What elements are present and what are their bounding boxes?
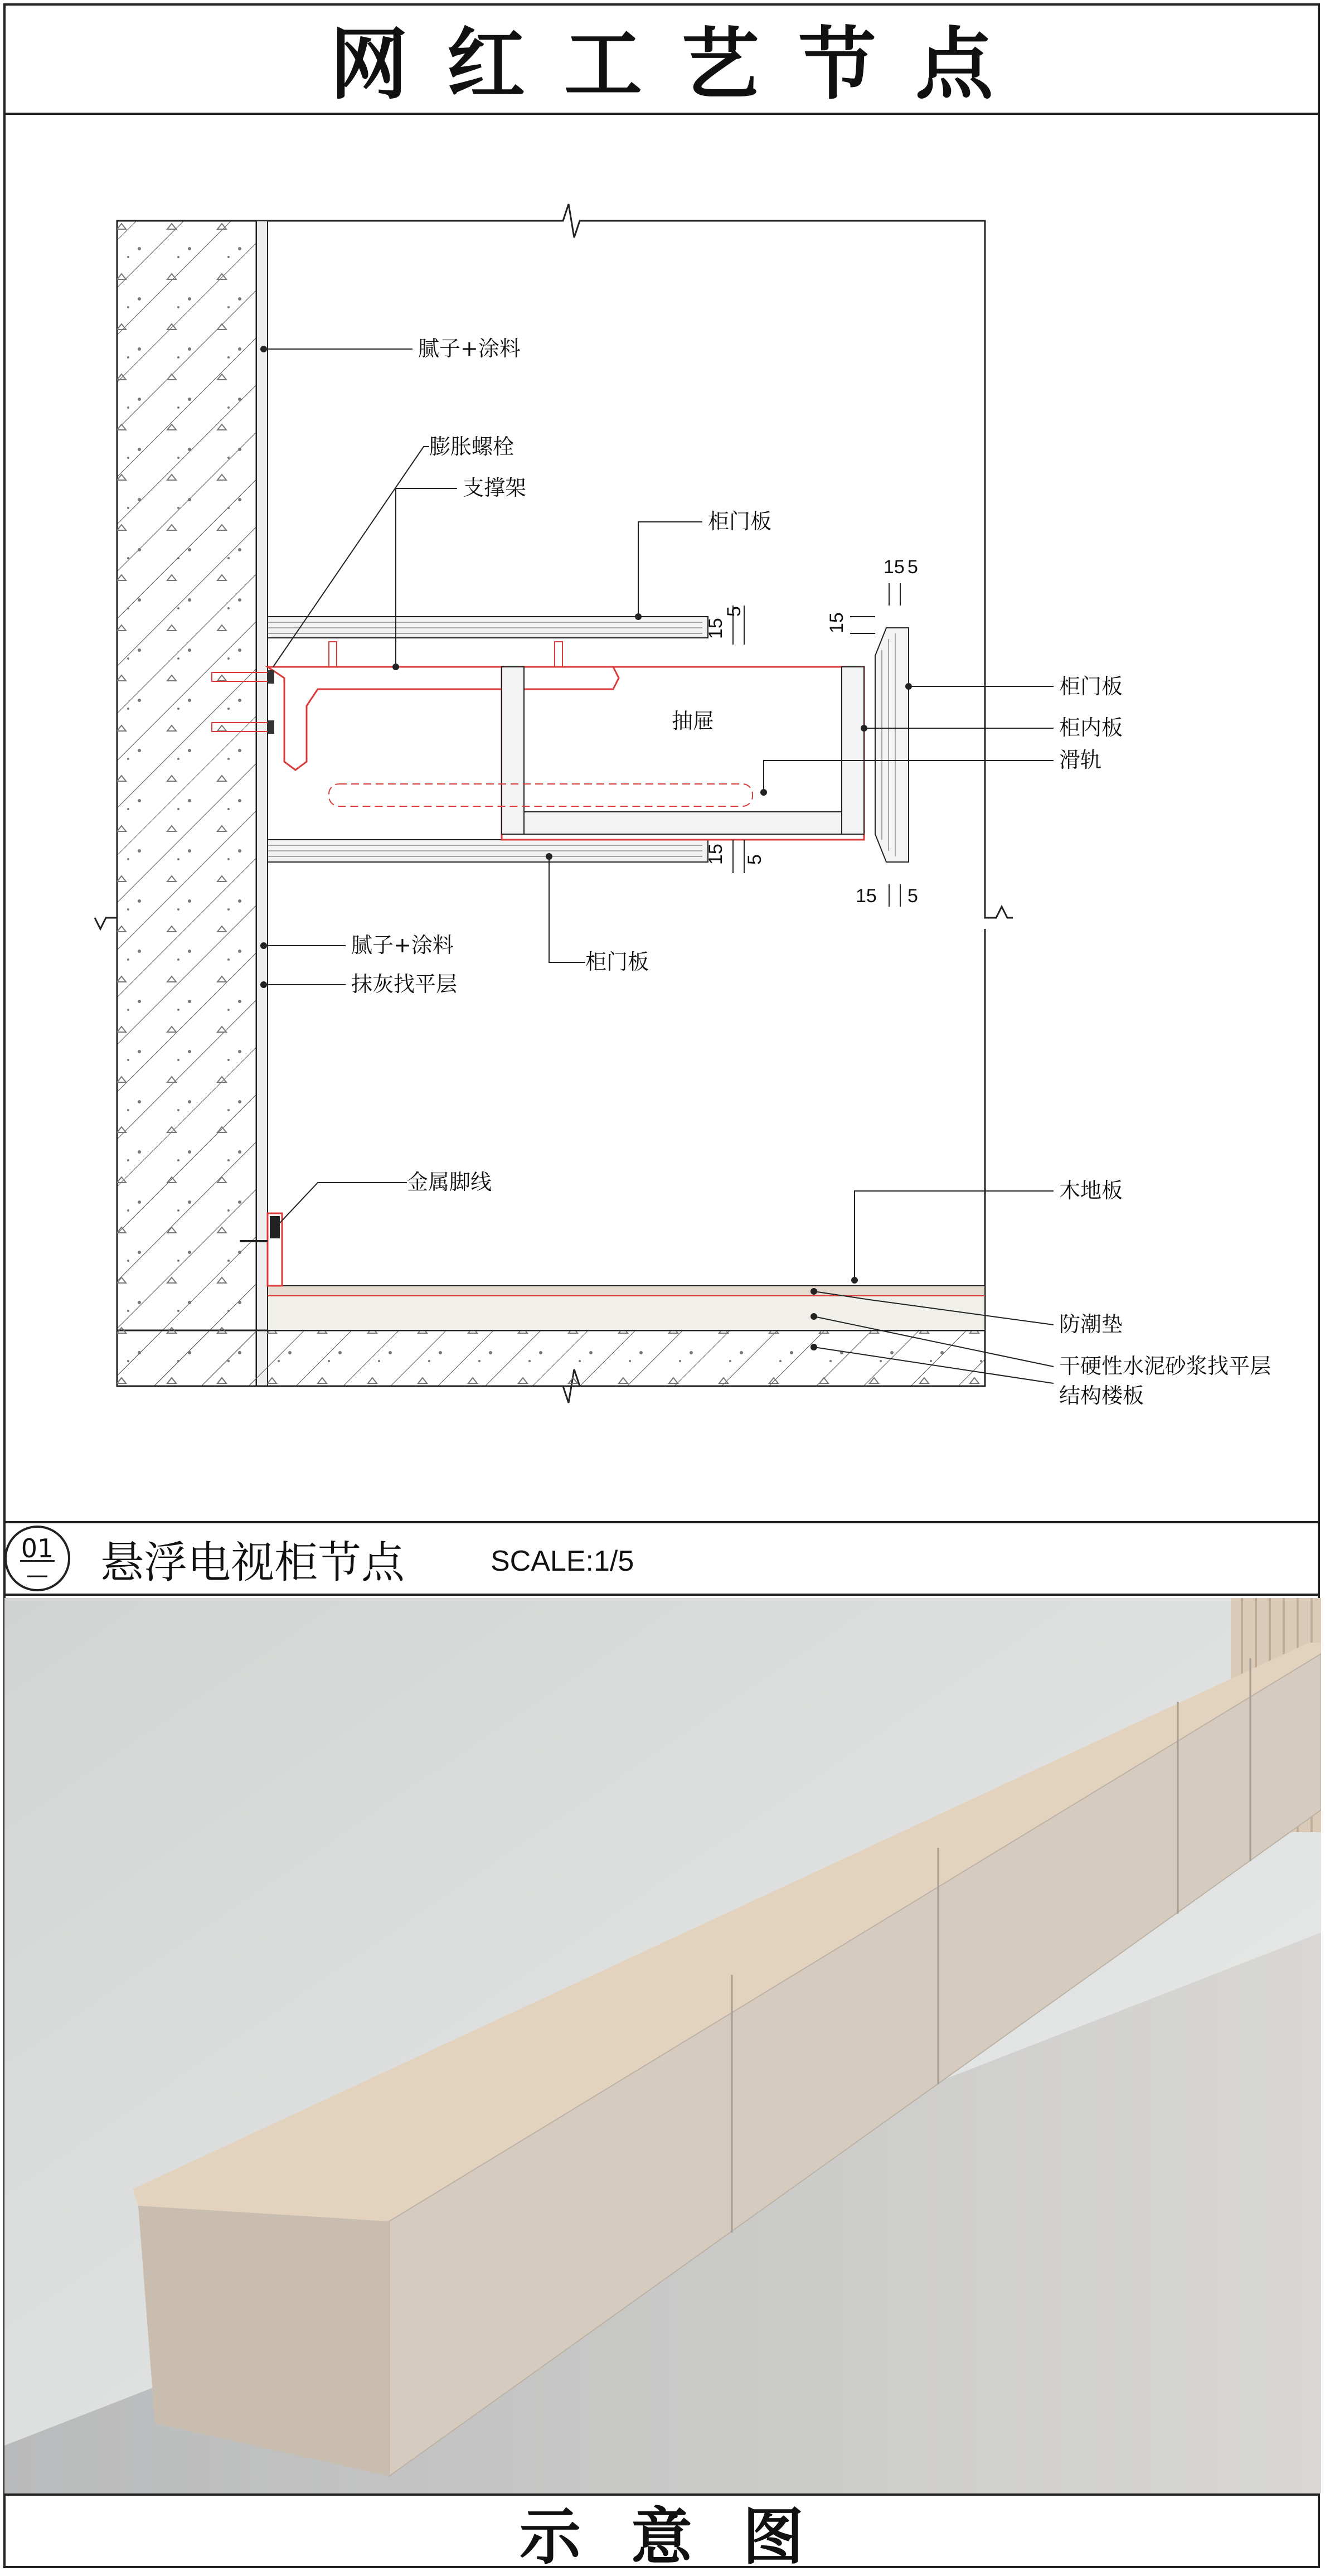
support-frame xyxy=(268,642,619,770)
dim-mid-15: 15 xyxy=(705,844,726,865)
label-floor-slab: 结构楼板 xyxy=(1059,1383,1144,1408)
cabinet-photo xyxy=(4,1598,1321,2493)
label-support-frame: 支撑架 xyxy=(463,476,527,500)
cabinet-top-panel xyxy=(268,617,708,638)
page-title: 网红工艺节点 xyxy=(329,19,1032,110)
dim-side-15: 15 xyxy=(826,612,847,633)
dim-right-15: 15 xyxy=(884,556,905,578)
label-inner-panel: 柜内板 xyxy=(1059,715,1123,740)
label-putty-top: 腻子+涂料 xyxy=(418,336,521,361)
label-metal-skirting: 金属脚线 xyxy=(407,1170,492,1194)
label-moisture-pad: 防潮垫 xyxy=(1059,1312,1123,1337)
drawing-scale: SCALE:1/5 xyxy=(491,1545,634,1577)
drawing-number: 01 xyxy=(21,1533,54,1563)
cabinet-bottom-panel xyxy=(268,840,708,862)
drawing-title: 悬浮电视柜节点 xyxy=(100,1538,405,1588)
dim-mid-5: 5 xyxy=(744,854,765,865)
label-door-panel-bottom: 柜门板 xyxy=(585,950,649,974)
label-mortar-layer: 干硬性水泥砂浆找平层 xyxy=(1059,1354,1271,1378)
dim-right-5: 5 xyxy=(907,556,918,578)
footer-title: 示意图 xyxy=(520,2501,854,2573)
drawer-front-panel xyxy=(875,628,909,862)
drawing-sheet-number: — xyxy=(26,1562,48,1588)
drawing-number-divider xyxy=(20,1560,55,1562)
label-expansion-bolt: 膨胀螺栓 xyxy=(429,434,515,459)
concrete-wall xyxy=(117,221,268,1386)
label-drawer: 抽屉 xyxy=(672,709,715,733)
leader-lines xyxy=(264,349,1054,1383)
label-putty-mid: 腻子+涂料 xyxy=(351,933,454,957)
drawer-box xyxy=(329,667,864,840)
label-door-panel-right: 柜门板 xyxy=(1059,674,1123,699)
footer-band xyxy=(3,2493,1320,2573)
label-slide-rail: 滑轨 xyxy=(1059,748,1102,772)
drawing-number-circle xyxy=(4,1526,70,1591)
dim-top-15: 15 xyxy=(705,618,726,639)
section-drawing xyxy=(6,115,1318,1521)
dim-bot-5: 5 xyxy=(907,885,918,907)
dim-bot-15: 15 xyxy=(856,885,877,907)
title-band xyxy=(3,3,1320,115)
dim-top-5: 5 xyxy=(724,606,745,617)
label-wood-floor: 木地板 xyxy=(1059,1178,1123,1203)
label-door-panel-top: 柜门板 xyxy=(708,509,772,534)
label-plaster-layer: 抹灰找平层 xyxy=(351,972,458,996)
